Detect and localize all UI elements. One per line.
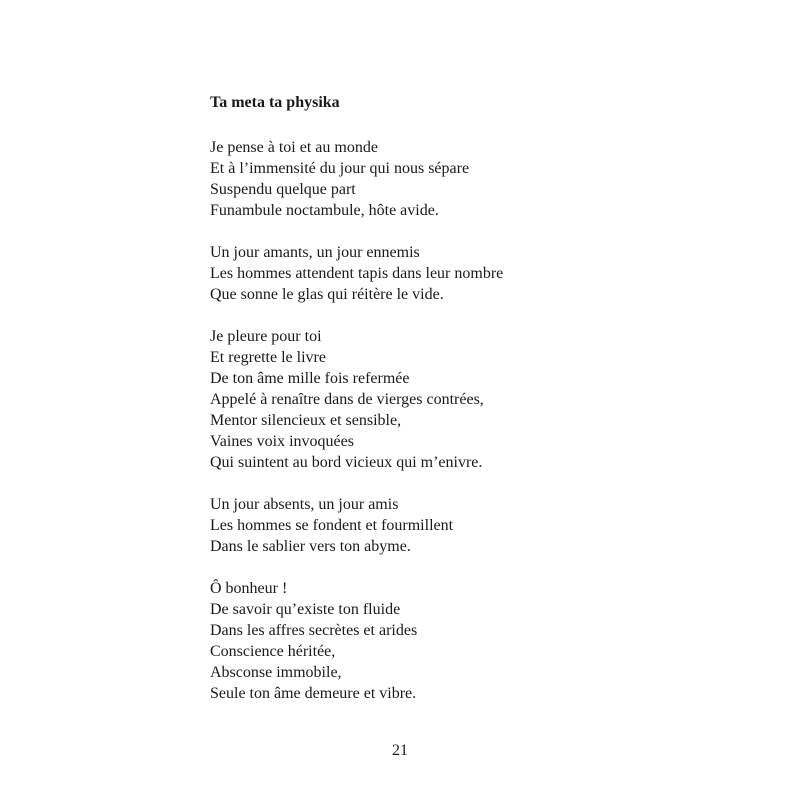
poem-line: Seule ton âme demeure et vibre. [210,685,417,702]
poem-line: Les hommes se fondent et fourmillent [210,517,454,534]
stanza-2 [210,242,630,305]
poem-title: Ta meta ta physika [210,94,340,111]
stanza-3 [210,326,630,473]
poem-line: Je pleure pour toi [210,328,322,345]
poem-line: Et à l’immensité du jour qui nous sépare [210,160,470,177]
poem-line: Absconse immobile, [210,664,342,681]
poem-line: De ton âme mille fois refermée [210,370,410,387]
poem-line: Dans les affres secrètes et arides [210,622,418,639]
page-number: 21 [392,742,408,759]
poem-line: Ô bonheur ! [210,580,288,597]
poem-line: Appelé à renaître dans de vierges contrées, [210,391,484,408]
poem-line: Qui suintent au bord vicieux qui m’enivre. [210,454,483,471]
poem-line: Que sonne le glas qui réitère le vide. [210,286,444,303]
poem-line: Suspendu quelque part [210,181,356,198]
stanza-5 [210,578,630,704]
poem-line: Je pense à toi et au monde [210,139,378,156]
poem-line: Conscience héritée, [210,643,336,660]
poem-line: Un jour amants, un jour ennemis [210,244,420,261]
poem-line: Dans le sablier vers ton abyme. [210,538,411,555]
poem-line: Les hommes attendent tapis dans leur nombre [210,265,504,282]
poem-line: Vaines voix invoquées [210,433,354,450]
stanza-1 [210,137,630,221]
poem-line: Un jour absents, un jour amis [210,496,399,513]
poem-line: Funambule noctambule, hôte avide. [210,202,439,219]
stanza-4 [210,494,630,557]
poem-line: De savoir qu’existe ton fluide [210,601,401,618]
poem-body [210,137,630,725]
poem-line: Et regrette le livre [210,349,326,366]
poem-line: Mentor silencieux et sensible, [210,412,402,429]
